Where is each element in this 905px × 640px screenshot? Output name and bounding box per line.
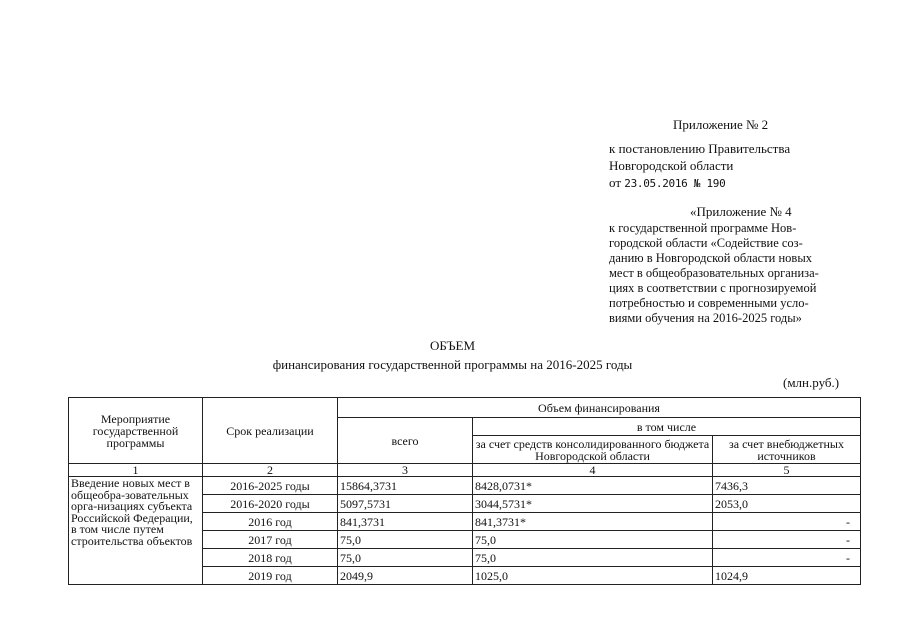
column-number: 2 (203, 464, 338, 477)
header-total: всего (338, 418, 473, 464)
period-cell: 2019 год (203, 567, 338, 585)
header-period: Срок реализации (203, 398, 338, 464)
header-extra: за счет внебюджетных источников (713, 436, 861, 464)
period-cell: 2018 год (203, 549, 338, 567)
table-row (69, 477, 861, 495)
annex-line: Новгородской области (609, 158, 734, 173)
total-cell: 75,0 (338, 531, 473, 549)
document-title: ОБЪЕМ (429, 338, 476, 353)
header-activity: Мероприятие государственной программы (69, 398, 203, 464)
regional-cell: 75,0 (473, 531, 713, 549)
annex-line: к постановлению Правительства (609, 141, 791, 156)
annex2-line: потребностью и современными усло- (609, 296, 809, 310)
regional-cell: 841,3731* (473, 513, 713, 531)
column-number: 5 (713, 464, 861, 477)
period-cell: 2016-2020 годы (203, 495, 338, 513)
annex-date-prefix: от (609, 175, 622, 190)
column-number: 3 (338, 464, 473, 477)
annex2-line: городской области «Содействие соз- (609, 236, 803, 250)
period-cell: 2017 год (203, 531, 338, 549)
annex2-block (609, 221, 819, 326)
total-cell: 15864,3731 (338, 477, 473, 495)
annex2-line: мест в общеобразовательных организа- (609, 266, 819, 280)
header-funding: Объем финансирования (338, 398, 861, 418)
annex2-line: данию в Новгородской области новых (609, 251, 812, 265)
extra-cell: 1024,9 (713, 567, 861, 585)
annex2-line: к государственной программе Нов- (609, 221, 797, 235)
header-regional: за счет средств консолидированного бюджета Новгородской области (473, 436, 713, 464)
annex2-line: циях в соответствии с прогнозируемой (609, 281, 817, 295)
regional-cell: 75,0 (473, 549, 713, 567)
annex-block (609, 140, 790, 192)
column-number: 1 (69, 464, 203, 477)
period-cell: 2016 год (203, 513, 338, 531)
regional-cell: 8428,0731* (473, 477, 713, 495)
total-cell: 841,3731 (338, 513, 473, 531)
annex-title: Приложение № 2 (673, 117, 769, 132)
extra-cell: 7436,3 (713, 477, 861, 495)
regional-cell: 3044,5731* (473, 495, 713, 513)
annex-date-stamp: 23.05.2016 № 190 (624, 177, 726, 190)
extra-cell: - (713, 549, 861, 567)
total-cell: 2049,9 (338, 567, 473, 585)
funding-table (68, 397, 861, 585)
header-including: в том числе (473, 418, 861, 436)
period-cell: 2016-2025 годы (203, 477, 338, 495)
extra-cell: - (713, 513, 861, 531)
extra-cell: - (713, 531, 861, 549)
regional-cell: 1025,0 (473, 567, 713, 585)
annex2-line: виями обучения на 2016-2025 годы» (609, 311, 802, 325)
annex2-title: «Приложение № 4 (690, 204, 792, 219)
units-label: (млн.руб.) (783, 375, 840, 390)
extra-cell: 2053,0 (713, 495, 861, 513)
column-number: 4 (473, 464, 713, 477)
document-subtitle: финансирования государственной программы на 2016-2025 годы (272, 357, 633, 372)
annex-date-line (609, 174, 790, 192)
activity-cell: Введение новых мест в общеобра-зовательных орга-низациях субъекта Российской Федерации, в том числе путем строительства объектов (69, 477, 203, 585)
total-cell: 75,0 (338, 549, 473, 567)
total-cell: 5097,5731 (338, 495, 473, 513)
